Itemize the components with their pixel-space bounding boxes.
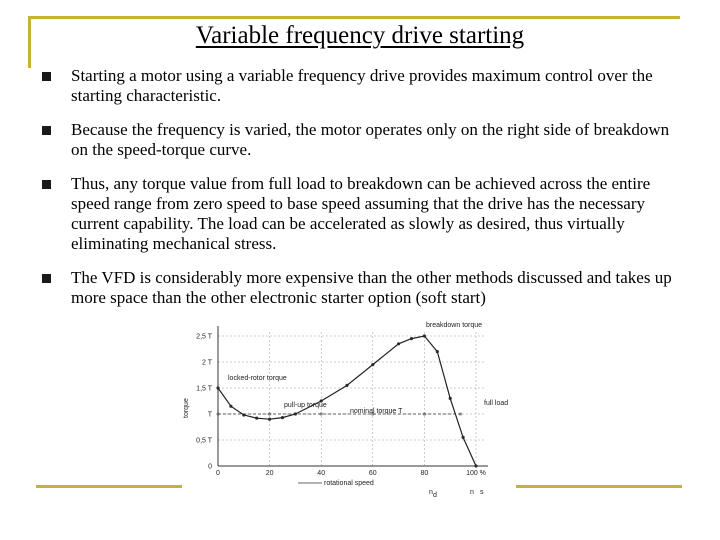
motor-torque-point bbox=[436, 350, 439, 353]
bullet-text: The VFD is considerably more expensive than the other methods discussed and takes up more space than the other electronic starter option (soft start) bbox=[71, 268, 672, 307]
frame-bottom-left-rule bbox=[36, 485, 182, 488]
motor-torque-point bbox=[371, 363, 374, 366]
x-tick-label: 40 bbox=[317, 470, 326, 477]
motor-torque-point bbox=[268, 418, 271, 421]
bullet-text: Thus, any torque value from full load to breakdown can be achieved across the entire speed range from zero speed to base speed assuming that the drive has the necessary current capability. The load can be accelerated as slowly as desired, thus virtually eliminating mechanical stress. bbox=[71, 174, 651, 253]
speed-marker-n2: n bbox=[470, 489, 474, 496]
frame-top-rule bbox=[28, 16, 680, 19]
motor-torque-point bbox=[423, 334, 426, 337]
load-torque-point bbox=[320, 412, 323, 415]
bullet-text: Starting a motor using a variable frequency drive provides maximum control over the starting characteristic. bbox=[71, 66, 653, 105]
annotation-breakdown-torque: breakdown torque bbox=[426, 322, 483, 329]
motor-torque-point bbox=[281, 416, 284, 419]
motor-torque-point bbox=[255, 417, 258, 420]
annotation-full-load: full load bbox=[484, 400, 509, 407]
motor-torque-point bbox=[345, 384, 348, 387]
bullet-item bbox=[42, 268, 682, 308]
bullet-text: Because the frequency is varied, the motor operates only on the right side of breakdown on the speed-torque curve. bbox=[71, 120, 670, 159]
speed-marker-n: n bbox=[429, 489, 433, 496]
load-torque-point bbox=[423, 412, 426, 415]
x-tick-label: 60 bbox=[368, 470, 377, 477]
y-tick-label: T bbox=[207, 411, 212, 419]
motor-torque-point bbox=[216, 386, 219, 389]
motor-torque-point bbox=[449, 397, 452, 400]
square-bullet-icon bbox=[42, 180, 51, 189]
bullet-list bbox=[42, 66, 682, 308]
x-tick-label: 80 bbox=[420, 470, 429, 477]
frame-bottom-right-rule bbox=[516, 485, 682, 488]
load-torque-point bbox=[268, 412, 271, 415]
motor-torque-point bbox=[397, 342, 400, 345]
square-bullet-icon bbox=[42, 274, 51, 283]
x-tick-label: 20 bbox=[265, 470, 274, 477]
motor-torque-point bbox=[474, 464, 477, 467]
bullet-item bbox=[42, 120, 682, 160]
chart-grid bbox=[218, 330, 486, 466]
annotation-pull-up-torque: pull-up torque bbox=[284, 402, 327, 409]
y-tick-label: 0 bbox=[208, 463, 212, 471]
x-tick-label: 0 bbox=[216, 470, 220, 477]
motor-torque-point bbox=[462, 436, 465, 439]
motor-torque-point bbox=[410, 337, 413, 340]
y-axis-label: torque bbox=[183, 398, 190, 418]
motor-torque-point bbox=[229, 405, 232, 408]
y-tick-label: 2,5 T bbox=[196, 333, 212, 341]
slide-title: Variable frequency drive starting bbox=[195, 22, 525, 49]
load-torque-point bbox=[459, 412, 462, 415]
y-tick-label: 0,5 T bbox=[196, 437, 212, 445]
y-tick-label: 1,5 T bbox=[196, 385, 212, 393]
x-tick-label: 100 % bbox=[466, 470, 486, 477]
motor-torque-point bbox=[294, 412, 297, 415]
speed-marker-s: s bbox=[480, 489, 484, 496]
speed-marker-d: d bbox=[433, 492, 437, 499]
speed-torque-chart bbox=[176, 318, 516, 508]
x-axis-label: rotational speed bbox=[324, 480, 374, 487]
square-bullet-icon bbox=[42, 72, 51, 81]
bullet-item bbox=[42, 66, 682, 106]
motor-torque-series bbox=[218, 336, 476, 466]
motor-torque-point bbox=[242, 413, 245, 416]
x-tick-labels bbox=[216, 470, 486, 477]
annotation-nominal-torque: nominal torque T bbox=[350, 408, 403, 415]
bullet-item bbox=[42, 174, 682, 254]
square-bullet-icon bbox=[42, 126, 51, 135]
annotation-locked-rotor-torque: locked-rotor torque bbox=[228, 375, 287, 382]
load-torque-point bbox=[216, 412, 219, 415]
y-tick-label: 2 T bbox=[202, 359, 212, 367]
y-tick-labels bbox=[196, 334, 213, 471]
